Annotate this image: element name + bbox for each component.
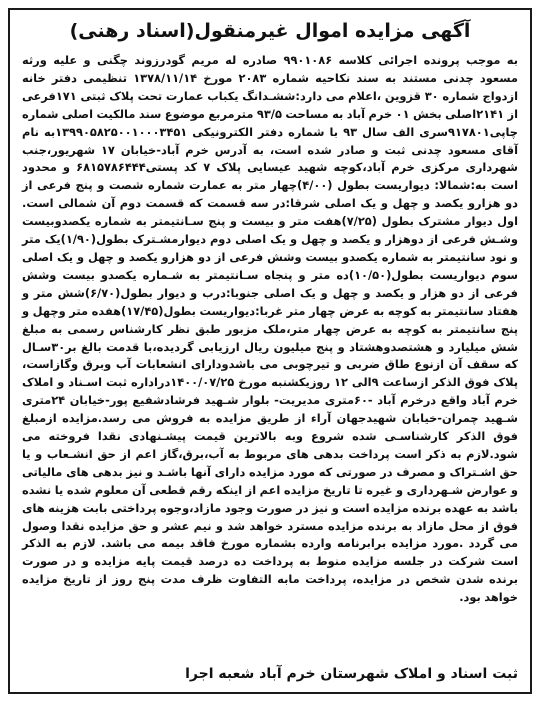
- notice-title: آگهی مزایده اموال غیرمنقول(اسناد رهنی): [69, 20, 471, 42]
- notice-body: به موجب پرونده اجرائی کلاسه ۹۹۰۱۰۸۶ صادره له مریم گودرزوند چگنی و علیه ورثه مسعود چدنی مستند به سند نکاحیه شماره ۲۰۸۳ مورخ ۱۳۷۸/۱۱/۱۴ تنظیمی دفتر خانه ازدواج شماره ۳۰ قزوین ،اعلام می دارد:ششـدانگ یکباب عمارت تحت پلاک ثبتی ۱۷۱فرعی از ۲۱۴۱اصلی بخش ۰۱ خرم آباد به مساحت ۹۳/۵ مترمربع موضوع سند مالکیت اصلی شماره چاپی۹۱۷۸۰۱سری الف سال ۹۳ با شماره دفتر الکترونیکی ۱۳۹۹۰۵۸۲۵۰۰۱۰۰۰۳۴۵۱به نام آقای مسعود چدنی ثبت و صادر شده است، به آدرس خرم آباد-خیابان ۱۷ شهریور،جنب شهرداری مرکزی خرم آباد،کوچه شهید عیسایی پلاک ۷ کد پستی۶۸۱۵۷۸۶۴۴۴ و محدود است به:شمالا: دیواریست بطول (۴/۰۰)چهار متر به عمارت شماره شصت و پنج فرعی از دو هزارو یکصد و چهل و یک اصلی شرقا:در سه قسمت که قسمت دوم آن شمالی است. اول دیوار مشترک بطول (۷/۲۵)هفت متر و بیست و پنج سـانتیمتر به شماره یکصدوبیست وشـش فرعی از دوهزار و یکصد و چهل و یک اصلی دوم دیوارمشـترک بطول(۱/۹۰)یک متر و نود سانتیمتر به شماره یکصدو بیست وشش فرعی از دو هزارو یکصد و چهل و یک اصلی سوم دیواریست بطول(۱۰/۵۰)ده متر و پنجاه سـانتیمتر به شـماره یکصدو بیست وشش فرعی از دو هزار و یکصد و چهل و یک اصلی جنوبا:درب و دیوار بطول(۶/۷۰)شش متر و هفتاد سانتیمتر به کوچه به عرض چهار متر غربا:دیواریست بطول(۱۷/۴۵)هفده متر وچهل و پنج سانتیمتر به کوچه به عرض چهار متر،ملک مزبور طبق نظر کارشناس رسمی به مبلغ شش میلیارد و هشتصدوهشتاد و پنج میلیون ریال ارزیابی گردیده،با قدمت بالغ بر۳۰سـال که سقف آن ازنوع طاق ضربی و تیرچوبی می باشدودارای انشعابات آب وبرق وگازاست، پلاک فوق الذکر ازساعت ۹الی ۱۲ روزیکشنبه مورخ ۱۴۰۰/۰۷/۲۵دراداره ثبت اسـناد و املاک خرم آباد واقع درخرم آباد -۶۰متری مدیریت- بلوار شـهید فرشادشفیع پور-خیابان ۲۴متری شـهید چمران-خیابان شهیدجهان آراء از طریق مزایده به فروش می رسد.مزایده ازمبلغ فوق الذکر کارشناسـی شده شروع وبه بالاترین قیمت پیشـنهادی نقدا فروخته می شود.لازم به ذکر است پرداخت بدهی های مربوط به آب،برق،گاز اعم از حق انشـعاب و یا حق اشـتراک و مصرف در صورتی که مورد مزایده دارای آنها باشـد و نیز بدهی های مالیاتی و عوارض شـهرداری و غیره تا تاریخ مزایده اعم از اینکه رقم قطعی آن معلوم شده یا نشده باشد به عهده برنده مزایده است و نیز در صورت وجود مازاد،وجوه پرداختی بابت هزینه های فوق از محل مازاد به برنده مزایده مسترد خواهد شد و نیم عشر و حق مزایده نقدا وصول می گردد .مورد مزایده برابرنامه وارده بشماره مورخ فاقد بیمه می باشد. لازم به الذکر است شرکت در جلسه مزایده منوط به پرداخت ده درصد قیمت پایه مزایده و در صورت برنده شدن شخص در مزایده، پرداخت مابه التفاوت ظرف مدت پنج روز از تاریخ مزایده خواهد بود.: [22, 53, 519, 605]
- notice-frame: [8, 8, 532, 694]
- notice-signature: ثبت اسناد و املاک شهرستان خرم آباد شعبه اجرا: [185, 666, 518, 682]
